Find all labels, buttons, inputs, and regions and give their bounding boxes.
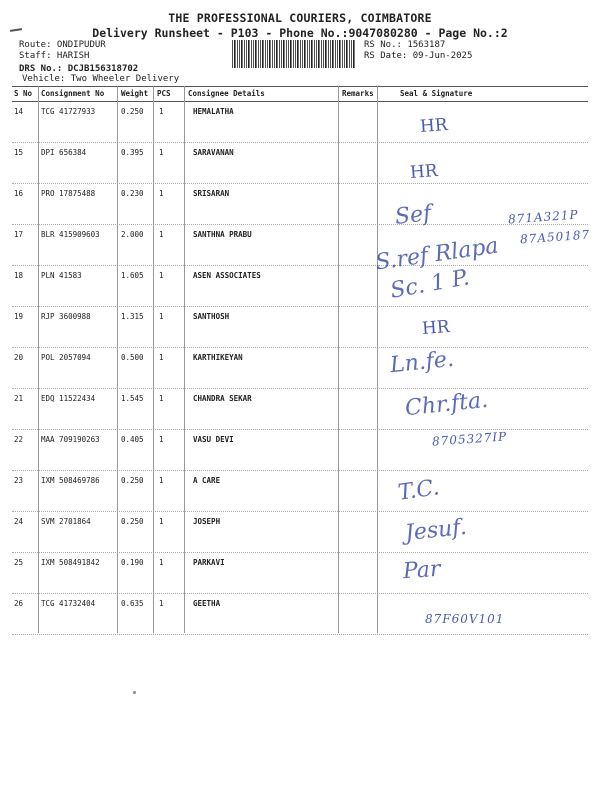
barcode-bar (316, 40, 317, 68)
cell-consignment: PLN 41583 (41, 271, 82, 280)
col-seal: Seal & Signature (400, 89, 473, 98)
barcode-bar (239, 40, 240, 68)
barcode-bar (295, 40, 296, 68)
barcode-bar (279, 40, 280, 68)
cell-consignment: MAA 709190263 (41, 435, 100, 444)
route-label: Route: ONDIPUDUR (19, 40, 106, 50)
cell-weight: 0.395 (121, 148, 144, 157)
table-row (12, 347, 588, 389)
cell-weight: 0.190 (121, 558, 144, 567)
signature-scrib: Par (402, 556, 442, 585)
cell-consignment: IXM 508469786 (41, 476, 100, 485)
table-row (12, 142, 588, 184)
table-row (12, 388, 588, 430)
cell-name: KARTHIKEYAN (193, 353, 243, 362)
col-divider (377, 86, 378, 633)
barcode-bar (274, 40, 275, 68)
cell-sno: 26 (14, 599, 24, 608)
col-weight: Weight (121, 89, 149, 98)
cell-consignment: DPI 656384 (41, 148, 87, 157)
cell-sno: 16 (14, 189, 24, 198)
barcode-bar (302, 40, 303, 68)
cell-sno: 15 (14, 148, 24, 157)
cell-sno: 22 (14, 435, 24, 444)
barcode-bar (232, 40, 233, 68)
cell-sno: 25 (14, 558, 24, 567)
staff-label: Staff: HARISH (19, 51, 90, 61)
barcode-bar (251, 40, 252, 68)
barcode-bar (346, 40, 348, 68)
cell-consignment: BLR 415909603 (41, 230, 100, 239)
barcode-bar (309, 40, 310, 68)
barcode-bar (351, 40, 352, 68)
cell-weight: 0.250 (121, 517, 144, 526)
barcode-bar (286, 40, 287, 68)
cell-consignment: EDQ 11522434 (41, 394, 96, 403)
signature-num: 8705327IP (431, 429, 508, 449)
table-row (12, 183, 588, 225)
signature-hr: HR (409, 161, 439, 183)
cell-name: HEMALATHA (193, 107, 234, 116)
table-row (12, 265, 588, 307)
barcode-bar (297, 40, 299, 68)
cell-weight: 0.635 (121, 599, 144, 608)
signature-scrib: Ln.fe. (388, 346, 456, 379)
cell-sno: 21 (14, 394, 24, 403)
barcode-bar (307, 40, 308, 68)
barcode-bar (321, 40, 322, 68)
cell-pcs: 1 (159, 189, 164, 198)
signature-hr: HR (421, 317, 451, 339)
col-remarks: Remarks (342, 89, 374, 98)
cell-pcs: 1 (159, 435, 164, 444)
drs-label: DRS No.: DCJB156318702 (19, 64, 139, 74)
cell-pcs: 1 (159, 148, 164, 157)
cell-name: SARAVANAN (193, 148, 234, 157)
cell-pcs: 1 (159, 476, 164, 485)
company-title: THE PROFESSIONAL COURIERS, COIMBATORE (168, 11, 432, 25)
table-row (12, 511, 588, 553)
barcode-bar (253, 40, 254, 68)
barcode-bar (314, 40, 315, 68)
barcode-bar (342, 40, 343, 68)
speck (133, 691, 136, 694)
barcode-bar (272, 40, 273, 68)
col-pcs: PCS (157, 89, 171, 98)
signature-num: 87F60V101 (425, 612, 505, 626)
vehicle-label: Vehicle: Two Wheeler Delivery (22, 74, 180, 84)
col-consignment: Consignment No (41, 89, 105, 98)
cell-consignment: PRO 17875488 (41, 189, 96, 198)
cell-pcs: 1 (159, 599, 164, 608)
cell-consignment: TCG 41727933 (41, 107, 96, 116)
cell-weight: 0.250 (121, 107, 144, 116)
cell-sno: 24 (14, 517, 24, 526)
signature-scrib: Sef (393, 201, 433, 230)
runsheet-subtitle: Delivery Runsheet - P103 - Phone No.:9047080280 - Page No.:2 (92, 26, 508, 40)
cell-weight: 0.405 (121, 435, 144, 444)
barcode-bar (318, 40, 320, 68)
barcode-bar (304, 40, 306, 68)
cell-name: ASEN ASSOCIATES (193, 271, 261, 280)
signature-scrib: T.C. (396, 475, 442, 506)
cell-consignment: TCG 41732404 (41, 599, 96, 608)
col-divider (153, 86, 154, 633)
cell-name: PARKAVI (193, 558, 225, 567)
cell-sno: 20 (14, 353, 24, 362)
signature-scrib: S.ref Rlapa (373, 233, 501, 276)
cell-pcs: 1 (159, 394, 164, 403)
cell-sno: 18 (14, 271, 24, 280)
barcode-bar (237, 40, 238, 68)
cell-sno: 17 (14, 230, 24, 239)
barcode-bar (244, 40, 245, 68)
barcode-bar (246, 40, 247, 68)
cell-consignment: IXM 508491842 (41, 558, 100, 567)
cell-name: A CARE (193, 476, 221, 485)
cell-name: JOSEPH (193, 517, 221, 526)
table-row (12, 552, 588, 594)
cell-name: SANTHOSH (193, 312, 230, 321)
barcode-bar (293, 40, 294, 68)
signature-scrib: Sc. 1 P. (388, 265, 472, 304)
col-divider (184, 86, 185, 633)
cell-weight: 2.000 (121, 230, 144, 239)
barcode-bar (267, 40, 268, 68)
barcode-bar (353, 40, 355, 68)
barcode-bar (258, 40, 259, 68)
col-divider (338, 86, 339, 633)
barcode-bar (300, 40, 301, 68)
cell-pcs: 1 (159, 517, 164, 526)
signature-scrib: Jesuf. (403, 514, 468, 547)
barcode-bar (337, 40, 338, 68)
cell-pcs: 1 (159, 107, 164, 116)
table-header (12, 86, 588, 102)
barcode-bar (262, 40, 264, 68)
cell-name: SRISARAN (193, 189, 230, 198)
barcode-bar (248, 40, 250, 68)
cell-name: CHANDRA SEKAR (193, 394, 252, 403)
cell-weight: 0.500 (121, 353, 144, 362)
col-divider (117, 86, 118, 633)
barcode-bar (330, 40, 331, 68)
rs-number: RS No.: 1563187 (364, 40, 446, 50)
col-sno: S No (14, 89, 33, 98)
barcode-bar (281, 40, 282, 68)
barcode-bar (260, 40, 261, 68)
cell-consignment: RJP 3600988 (41, 312, 91, 321)
barcode-bar (276, 40, 278, 68)
barcode-bar (335, 40, 336, 68)
cell-pcs: 1 (159, 230, 164, 239)
table-row (12, 224, 588, 266)
cell-sno: 14 (14, 107, 24, 116)
cell-weight: 0.250 (121, 476, 144, 485)
cell-pcs: 1 (159, 271, 164, 280)
table-row (12, 306, 588, 348)
barcode-bar (255, 40, 257, 68)
barcode-bar (349, 40, 350, 68)
barcode (232, 40, 356, 68)
barcode-bar (288, 40, 289, 68)
barcode-bar (325, 40, 327, 68)
cell-consignment: POL 2057094 (41, 353, 91, 362)
cell-pcs: 1 (159, 353, 164, 362)
cell-sno: 23 (14, 476, 24, 485)
barcode-bar (290, 40, 292, 68)
barcode-bar (269, 40, 271, 68)
barcode-bar (323, 40, 324, 68)
barcode-bar (265, 40, 266, 68)
cell-name: VASU DEVI (193, 435, 234, 444)
barcode-bar (283, 40, 285, 68)
barcode-bar (339, 40, 341, 68)
cell-name: GEETHA (193, 599, 221, 608)
rs-date: RS Date: 09-Jun-2025 (364, 51, 473, 61)
barcode-bar (344, 40, 345, 68)
barcode-bar (332, 40, 334, 68)
cell-weight: 1.605 (121, 271, 144, 280)
cell-sno: 19 (14, 312, 24, 321)
signature-num: 871A321P (507, 207, 579, 227)
cell-weight: 1.545 (121, 394, 144, 403)
barcode-bar (234, 40, 236, 68)
col-divider (38, 86, 39, 633)
col-consignee: Consignee Details (188, 89, 265, 98)
table-row (12, 470, 588, 512)
cell-pcs: 1 (159, 558, 164, 567)
cell-consignment: SVM 2701864 (41, 517, 91, 526)
signature-scrib: Chr.fta. (403, 387, 490, 422)
cell-weight: 1.315 (121, 312, 144, 321)
cell-name: SANTHNA PRABU (193, 230, 252, 239)
signature-hr: HR (419, 115, 449, 137)
barcode-bar (241, 40, 243, 68)
signature-num: 87A50187 (519, 227, 591, 247)
cell-weight: 0.230 (121, 189, 144, 198)
table-row (12, 101, 588, 143)
barcode-bar (328, 40, 329, 68)
barcode-bar (311, 40, 313, 68)
cell-pcs: 1 (159, 312, 164, 321)
